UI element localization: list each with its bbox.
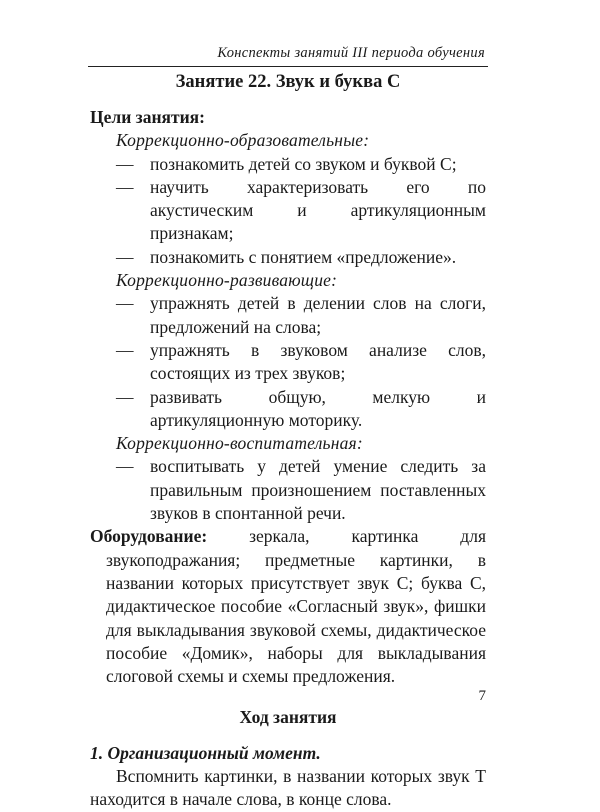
goals-list-developmental	[90, 292, 486, 432]
dash-marker: —	[116, 386, 134, 407]
lesson-title: Занятие 22. Звук и буква С	[175, 72, 401, 92]
goals-subheading-upbringing: Коррекционно-воспитательная:	[116, 433, 363, 454]
equipment-text: зеркала, картинка для звукоподражания; предметные картинки, в названии которых присутствует звук С; буква С, дидактическое пособие «Согласный звук», фишки для выкладывания звуковой схемы, дидактическое пособие «Домик», наборы для выкладывания слоговой схемы и схемы предложения.	[106, 526, 486, 687]
page-number: 7	[478, 688, 486, 704]
page-content	[90, 70, 486, 812]
lesson-progress-heading: Ход занятия	[239, 707, 337, 728]
list-item-text: упражнять детей в делении слов на слоги, предложений на слова;	[150, 293, 486, 337]
list-item	[90, 455, 486, 525]
dash-marker: —	[116, 293, 134, 314]
dash-marker: —	[116, 153, 134, 174]
body-paragraph: Вспомнить картинки, в названии которых звук Т находится в начале слова, в конце слова.	[90, 766, 486, 810]
list-item	[90, 153, 486, 176]
list-item	[90, 246, 486, 269]
goals-list-upbringing	[90, 455, 486, 525]
list-item-text: познакомить с понятием «предложение».	[150, 246, 457, 267]
dash-marker: —	[116, 246, 134, 267]
dash-marker: —	[116, 456, 134, 477]
list-item	[90, 292, 486, 339]
dash-marker: —	[116, 176, 134, 197]
list-item-text: воспитывать у детей умение следить за правильным произношением поставленных звуков в спонтанной речи.	[150, 456, 486, 524]
goals-list-educational	[90, 153, 486, 269]
goals-subheading-educational: Коррекционно-образовательные:	[116, 130, 370, 151]
list-item-text: упражнять в звуковом анализе слов, состоящих из трех звуков;	[150, 339, 486, 384]
list-item	[90, 339, 486, 386]
goals-subheading-developmental: Коррекционно-развивающие:	[116, 270, 338, 291]
goals-heading: Цели занятия:	[90, 107, 205, 127]
equipment-paragraph	[90, 525, 486, 688]
list-item	[90, 176, 486, 246]
header-rule	[88, 66, 488, 67]
running-header: Конспекты занятий III периода обучения	[217, 45, 485, 61]
list-item-text: познакомить детей со звуком и буквой С;	[150, 153, 457, 174]
list-item-text: научить характеризовать его по акустическим и артикуляционным признакам;	[150, 176, 486, 244]
equipment-label: Оборудование:	[90, 526, 208, 547]
list-item-text: развивать общую, мелкую и артикуляционную моторику.	[150, 386, 486, 430]
list-item	[90, 386, 486, 433]
dash-marker: —	[116, 339, 134, 360]
step-heading: 1. Организационный момент.	[90, 742, 321, 763]
